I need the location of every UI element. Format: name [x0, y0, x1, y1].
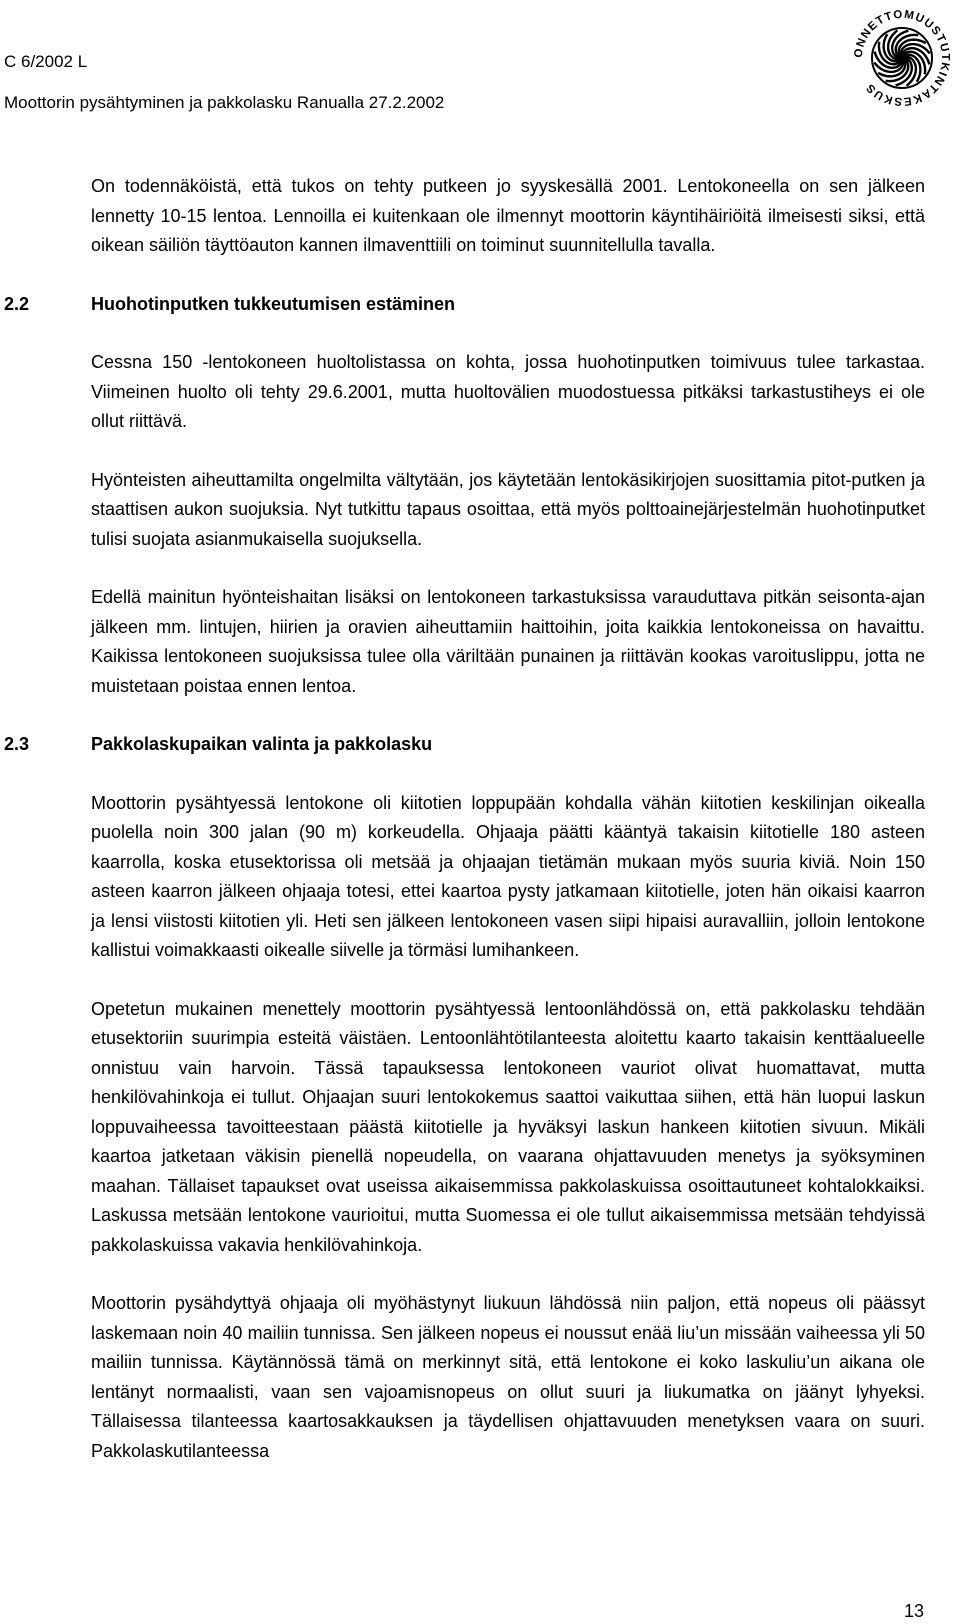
section-heading-2-2 [4, 290, 925, 320]
section-2-2-paragraph: Edellä mainitun hyönteishaitan lisäksi on lentokoneen tarkastuksissa varauduttava pitkän seisonta-ajan jälkeen mm. lintujen, hiirien ja oravien aiheuttamiin haittoihin, joita kaikkia lentokoneissa on havaittu. Kaikissa lentokoneen suojuksissa tulee olla väriltään punainen ja riittävän kookas varoituslippu, jotta ne muistetaan poistaa ennen lentoa. [91, 587, 925, 696]
document-title: Moottorin pysähtyminen ja pakkolasku Ranualla 27.2.2002 [4, 93, 445, 112]
document-code: C 6/2002 L [4, 52, 88, 71]
section-2-2-paragraph: Cessna 150 -lentokoneen huoltolistassa on kohta, jossa huohotinputken toimivuus tulee tarkastaa. Viimeinen huolto oli tehty 29.6.2001, mutta huoltovälien muodostuessa pitkäksi tarkastustiheys ei ole ollut riittävä. [91, 352, 925, 431]
report-body [4, 172, 925, 1495]
section-heading-2-3 [4, 730, 925, 760]
section-2-3-paragraph: Moottorin pysähdyttyä ohjaaja oli myöhästynyt liukuun lähdössä niin paljon, että nopeus oli päässyt laskemaan noin 40 mailiin tunnissa. Sen jälkeen nopeus ei noussut enää liu’un missään vaiheessa yli 50 mailiin tunnissa. Käytännössä tämä on merkinnyt sitä, että lentokone ei koko laskuliu’un aikana ole lentänyt normaalisti, vaan sen vajoamisnopeus on ollut suuri ja liukumatka on jäänyt lyhyeksi. Tällaisessa tilanteessa kaartosakkauksen ja täydellisen ohjattavuuden menetyksen vaara on suuri. Pakkolaskutilanteessa [91, 1293, 925, 1461]
section-2-3-paragraph: Moottorin pysähtyessä lentokone oli kiitotien loppupään kohdalla vähän kiitotien keskilinjan oikealla puolella noin 300 jalan (90 m) korkeudella. Ohjaaja päätti kääntyä takaisin kiitotielle 180 asteen kaarrolla, koska etusektorissa oli metsää ja ohjaajan tietämän mukaan myös suuria kiviä. Noin 150 asteen kaarron jälkeen ohjaaja totesi, ettei kaartoa pysty jatkamaan kiitotielle, joten hän oikaisi kaarron ja lensi viistosti kiitotien yli. Heti sen jälkeen lentokoneen vasen siipi hipaisi auravalliin, jolloin lentokone kallistui voimakkaasti oikealle siivelle ja törmäsi lumihankeen. [91, 792, 925, 960]
intro-paragraph: On todennäköistä, että tukos on tehty putkeen jo syyskesällä 2001. Lentokoneella on sen jälkeen lennetty 10-15 lentoa. Lennoilla ei kuitenkaan ole ilmennyt moottorin käyntihäiriöitä ilmeisesti siksi, että oikean säiliön täyttöauton kannen ilmaventtiili on toiminut suunnitellulla tavalla. [91, 176, 925, 255]
section-title: Huohotinputken tukkeutumisen estäminen [91, 293, 456, 314]
section-2-3-paragraph: Opetetun mukainen menettely moottorin pysähtyessä lentoonlähdössä on, että pakkolasku tehdään etusektoriin suurimpia esteitä väistäen. Lentoonlähtötilanteesta aloitettu kaarto takaisin kenttäalueelle onnistuu vain harvoin. Tässä tapauksessa lentokoneen vauriot olivat huomattavat, mutta henkilövahinkoja ei tullut. Ohjaajan suuri lentokokemus saattoi vaikuttaa siihen, että hän luopui laskun loppuvaiheessa tavoitteestaan päästä kiitotielle ja hyväksyi laskun hankeen kiitotien sivuun. Mikäli kaartoa jatketaan väkisin pienellä nopeudella, on vaarana ohjattavuuden menetys ja syöksyminen maahan. Tällaiset tapaukset ovat useissa aikaisemmissa pakkolaskuissa osoittautuneet kohtalokkaiksi. Laskussa metsään lentokone vaurioitui, mutta Suomessa ei ole tullut aikaisemmissa metsään tehdyissä pakkolaskuissa vakavia henkilövahinkoja. [91, 998, 925, 1255]
logo-text: ONNETTOMUUSTUTKINTAKESKUS [852, 8, 952, 108]
section-number: 2.3 [4, 734, 30, 754]
section-2-2-paragraph: Hyönteisten aiheuttamilta ongelmilta vältytään, jos käytetään lentokäsikirjojen suosittamia pitot-putken ja staattisen aukon suojuksia. Nyt tutkittu tapaus osoittaa, että myös polttoainejärjestelmän huohotinputket tulisi suojata asianmukaisella suojuksella. [91, 469, 925, 549]
logo-center-dot [898, 54, 906, 62]
section-number: 2.2 [4, 293, 30, 314]
page-number: 13 [903, 1601, 924, 1621]
section-title: Pakkolaskupaikan valinta ja pakkolasku [91, 734, 433, 754]
accident-investigation-board-logo [848, 4, 956, 112]
seal-emblem-icon [848, 4, 956, 112]
